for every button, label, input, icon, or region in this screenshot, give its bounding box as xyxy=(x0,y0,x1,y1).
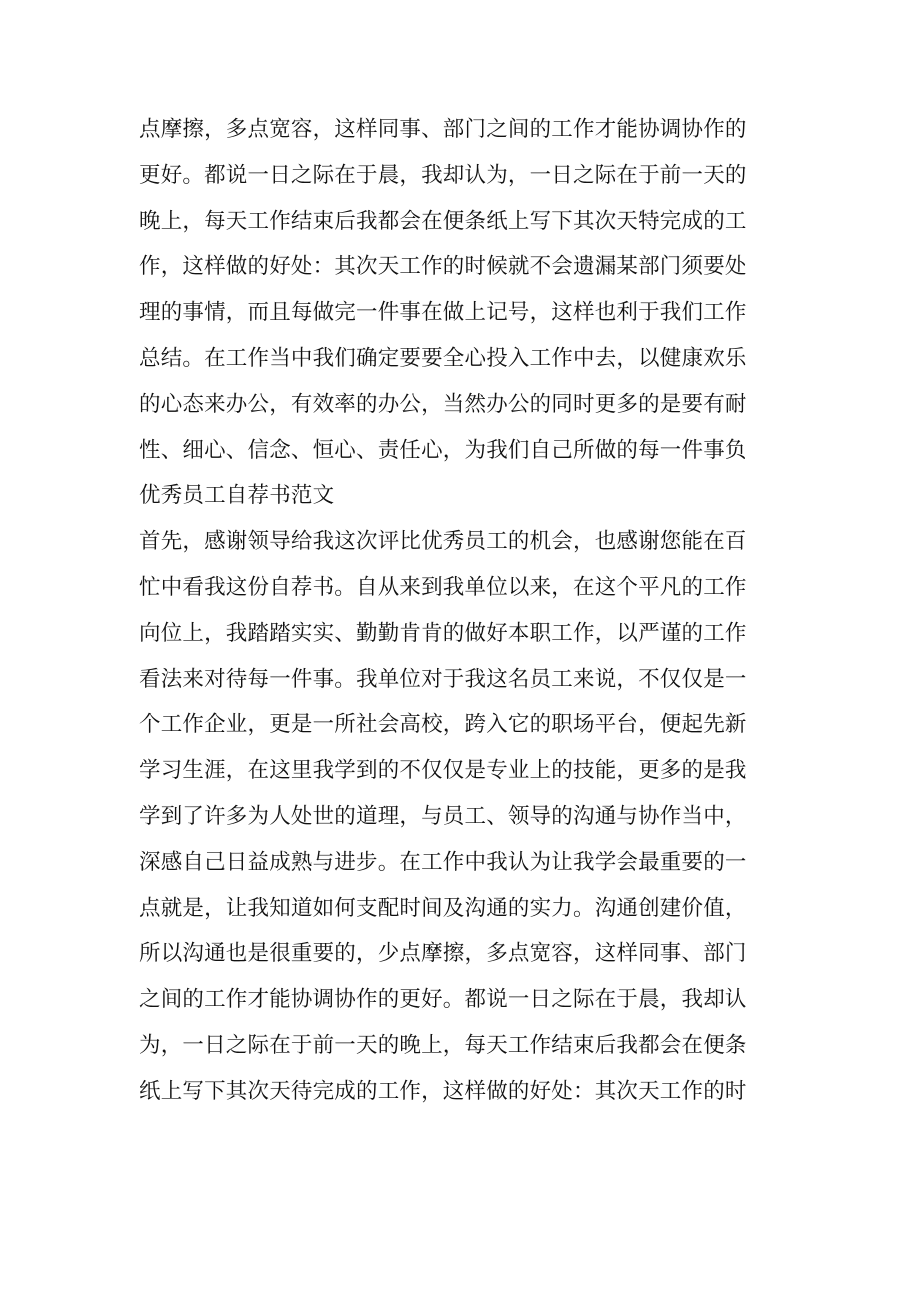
text-line-16: 学到了许多为人处世的道理，与员工、领导的沟通与协作当中， xyxy=(139,803,747,829)
text-line-15: 学习生涯，在这里我学到的不仅仅是专业上的技能，更多的是我 xyxy=(139,758,747,784)
text-line-12: 向位上，我踏踏实实、勤勤肯肯的做好本职工作，以严谨的工作 xyxy=(139,620,747,646)
text-line-5: 理的事情，而且每做完一件事在做上记号，这样也利于我们工作 xyxy=(139,300,747,326)
document-body xyxy=(139,107,789,1115)
text-line-7: 的心态来办公，有效率的办公，当然办公的同时更多的是要有耐 xyxy=(139,391,747,417)
text-line-8: 性、细心、信念、恒心、责任心，为我们自己所做的每一件事负 xyxy=(139,437,747,463)
section-heading: 优秀员工自荐书范文 xyxy=(139,483,335,509)
text-line-17: 深感自己日益成熟与进步。在工作中我认为让我学会最重要的一 xyxy=(139,849,747,875)
text-line-13: 看法来对待每一件事。我单位对于我这名员工来说，不仅仅是一 xyxy=(139,666,747,692)
text-line-11: 忙中看我这份自荐书。自从来到我单位以来，在这个平凡的工作 xyxy=(139,574,747,600)
text-line-1: 点摩擦，多点宽容，这样同事、部门之间的工作才能协调协作的 xyxy=(139,117,747,142)
text-line-22: 纸上写下其次天待完成的工作，这样做的好处：其次天工作的时 xyxy=(139,1078,747,1104)
text-line-10: 首先，感谢领导给我这次评比优秀员工的机会，也感谢您能在百 xyxy=(139,529,747,555)
text-line-19: 所以沟通也是很重要的，少点摩擦，多点宽容，这样同事、部门 xyxy=(139,941,747,967)
text-line-14: 个工作企业，更是一所社会高校，跨入它的职场平台，便起先新 xyxy=(139,712,747,738)
text-line-21: 为，一日之际在于前一天的晚上，每天工作结束后我都会在便条 xyxy=(139,1032,747,1058)
text-line-6: 总结。在工作当中我们确定要要全心投入工作中去，以健康欢乐 xyxy=(139,345,747,371)
text-line-4: 作，这样做的好处：其次天工作的时候就不会遗漏某部门须要处 xyxy=(139,254,747,280)
text-line-20: 之间的工作才能协调协作的更好。都说一日之际在于晨，我却认 xyxy=(139,987,747,1013)
text-line-3: 晚上，每天工作结束后我都会在便条纸上写下其次天特完成的工 xyxy=(139,208,747,234)
text-line-18: 点就是，让我知道如何支配时间及沟通的实力。沟通创建价值， xyxy=(139,895,747,921)
text-line-2: 更好。都说一日之际在于晨，我却认为，一日之际在于前一天的 xyxy=(139,162,747,188)
